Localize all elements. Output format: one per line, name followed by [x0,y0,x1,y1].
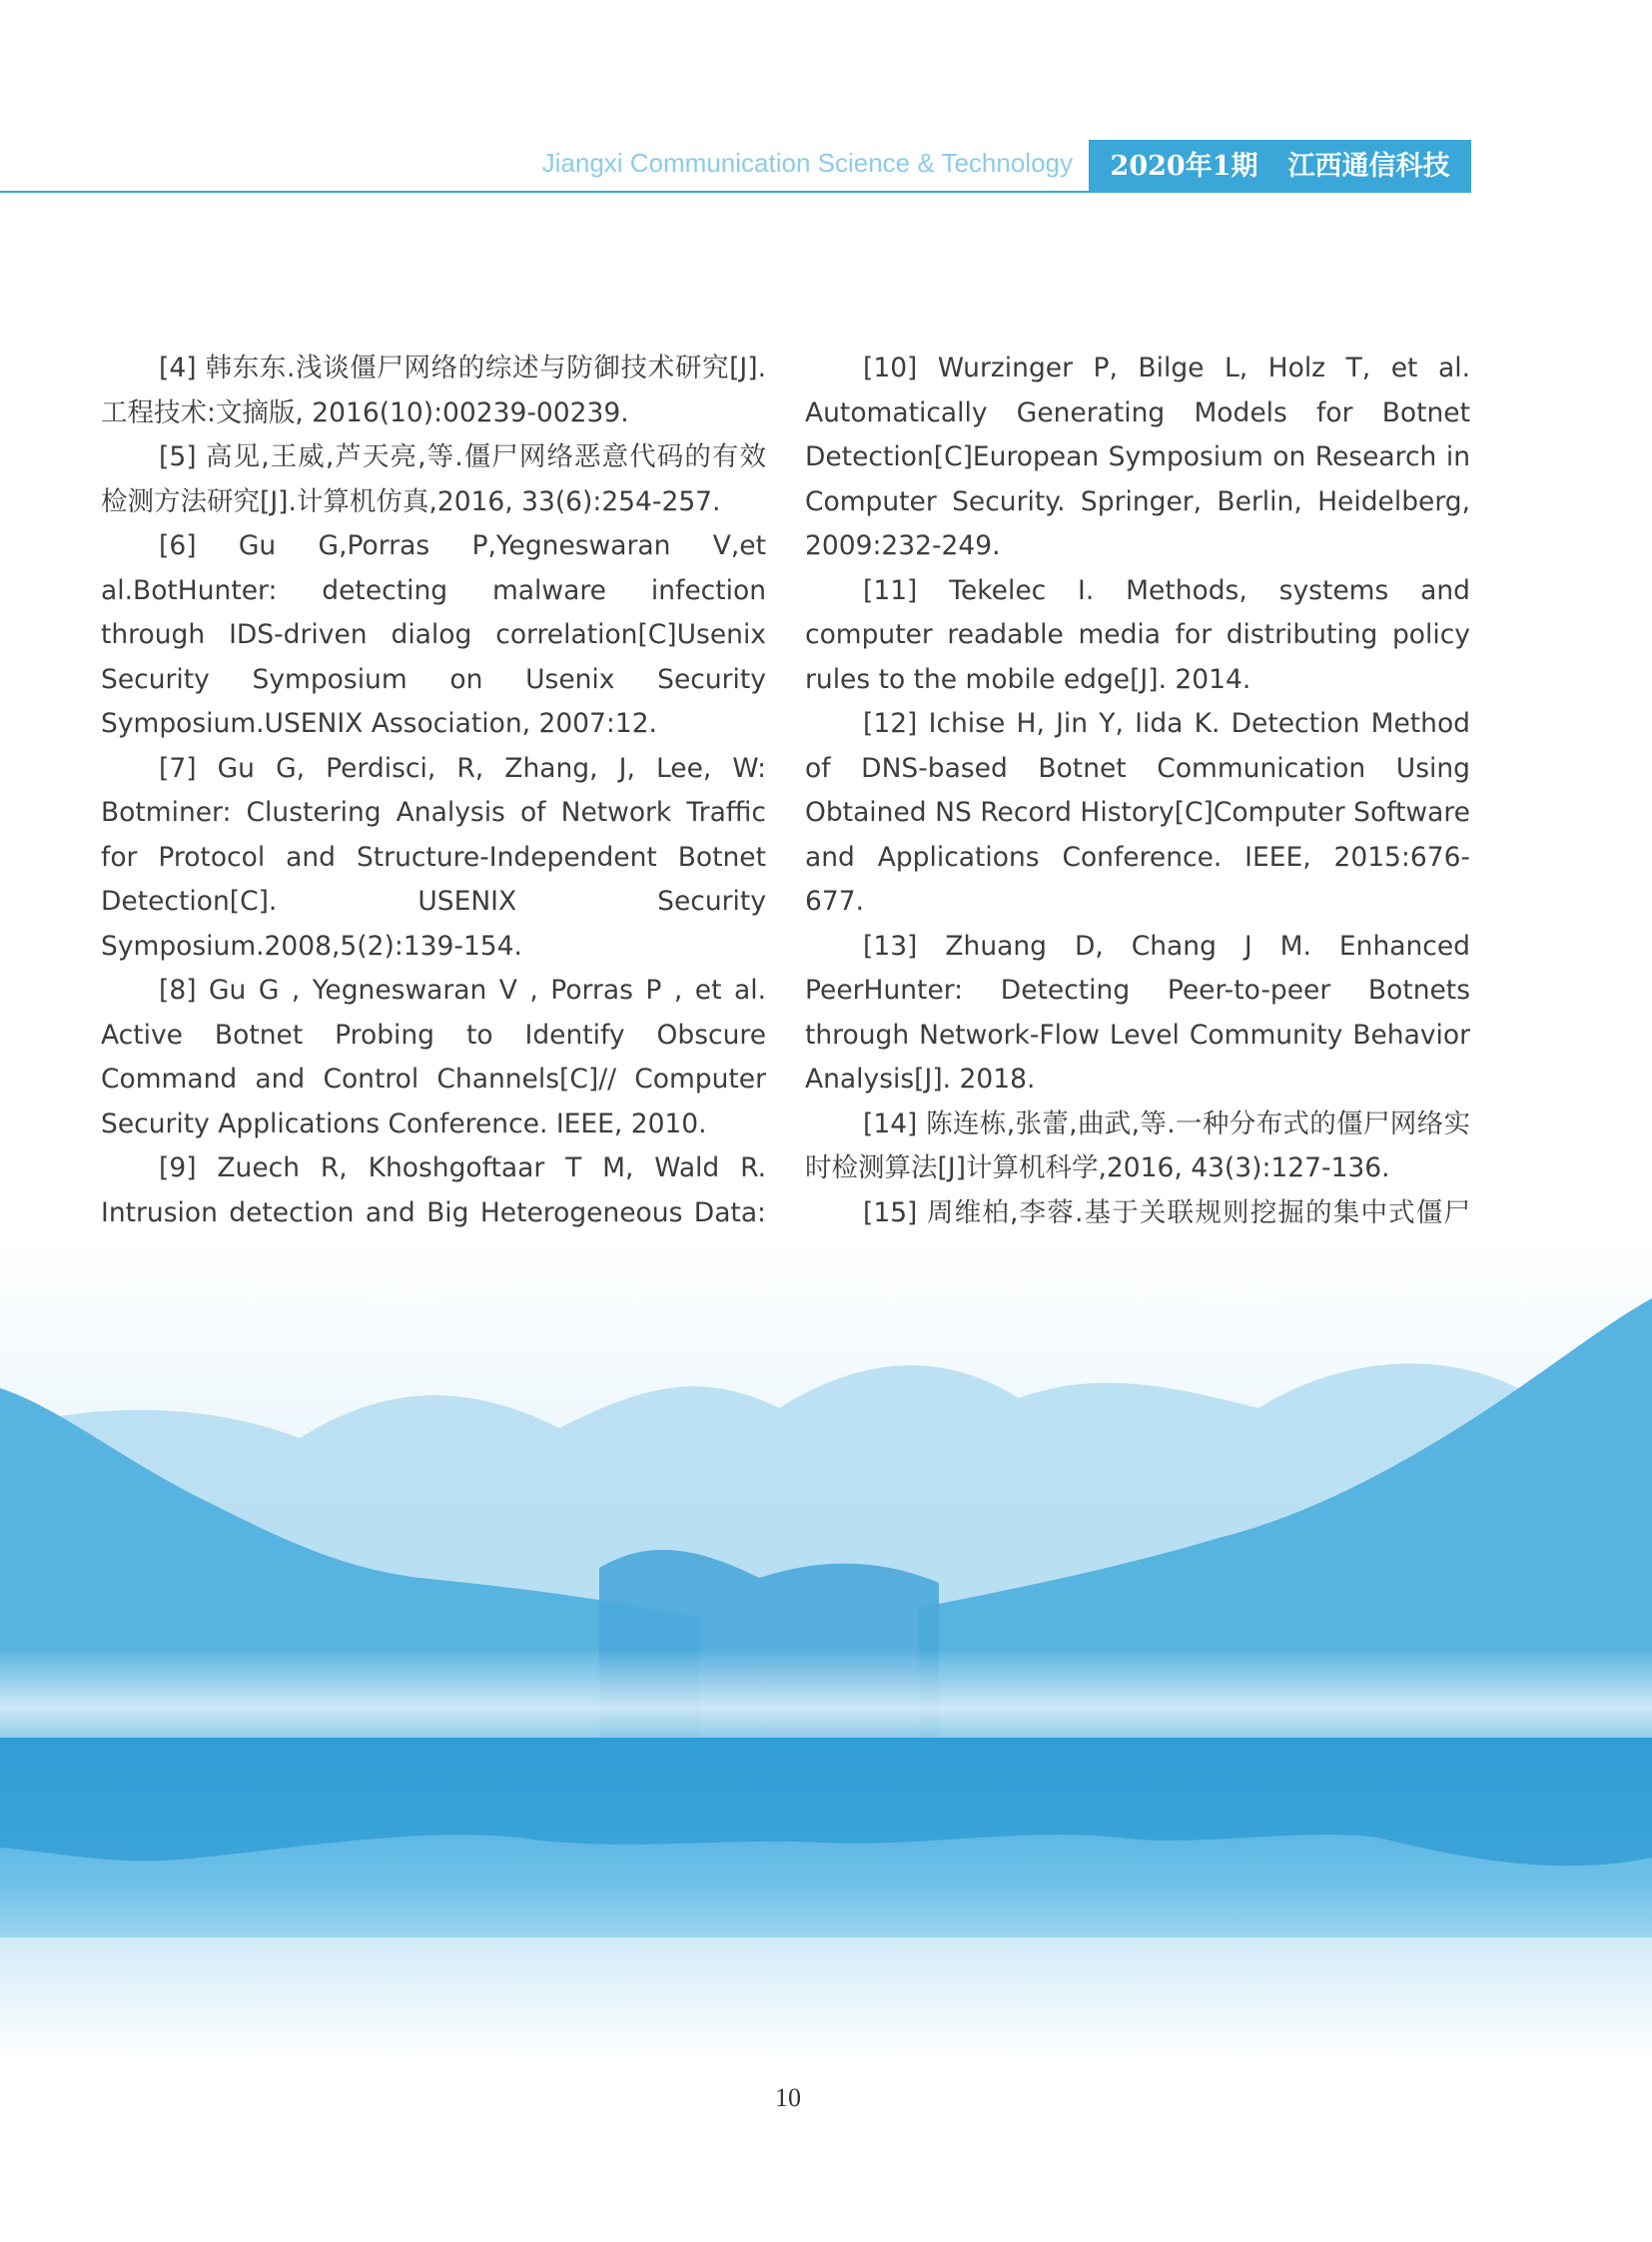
landscape-illustration [0,1238,1652,2062]
reference-item: [15] 周维柏,李蓉.基于关联规则挖掘的集中式僵尸 [863,1196,1470,1228]
reference-item: [8] Gu G , Yegneswaran V , Porras P , et al. Active Botnet Probing to Identify Obscure Command and Control Channels[C]// Computer Security Applications Conference. IEEE, 2010. [101,975,766,1139]
reference-item: [13] Zhuang D, Chang J M. Enhanced PeerHunter: Detecting Peer-to-peer Botnets through Network-Flow Level Community Behavior Analysis[J]. 2018. [805,930,1470,1095]
journal-title-chinese: 江西通信科技 [1287,151,1450,182]
reference-item: [7] Gu G, Perdisci, R, Zhang, J, Lee, W: Botminer: Clustering Analysis of Network Traffic for Protocol and Structure-Independent Botnet Detection[C]. USENIX Security Symposium.2008,5(2):139-154. [101,752,766,962]
references-left-column [101,347,766,1280]
reference-item: [5] 高见,王威,芦天亮,等.僵尸网络恶意代码的有效检测方法研究[J].计算机仿真,2016, 33(6):254-257. [101,441,766,517]
reference-item: [14] 陈连栋,张蕾,曲武,等.一种分布式的僵尸网络实时检测算法[J]计算机科学,2016, 43(3):127-136. [805,1108,1470,1183]
reference-item: [9] Zuech R, Khoshgoftaar T M, Wald R. Intrusion detection and Big Heterogeneous Data: [101,1152,766,1228]
reference-item: [4] 韩东东.浅谈僵尸网络的综述与防御技术研究[J].工程技术:文摘版, 2016(10):00239-00239. [101,353,766,428]
references-right-column [805,347,1470,1280]
reference-item: [11] Tekelec I. Methods, systems and computer readable media for distributing policy rules to the mobile edge[J]. 2014. [805,574,1470,695]
reference-item: [12] Ichise H, Jin Y, Iida K. Detection Method of DNS-based Botnet Communication Using Obtained NS Record History[C]Computer Software and Applications Conference. IEEE, 2015:676-677. [805,708,1470,917]
issue-label: 2020年1期 [1110,151,1258,182]
page-number: 10 [775,2083,801,2112]
reference-item: [10] Wurzinger P, Bilge L, Holz T, et al. Automatically Generating Models for Botnet Detection[C]European Symposium on Research in Computer Security. Springer, Berlin, Heidelberg, 2009:232-249. [805,353,1470,561]
journal-title-english: Jiangxi Communication Science & Technology [541,148,1073,178]
reference-item: [6] Gu G,Porras P,Yegneswaran V,et al.BotHunter: detecting malware infection through IDS-driven dialog correlation[C]Usenix Security Symposium on Usenix Security Symposium.USENIX Association, 2007:12. [101,530,766,739]
lake-fade [0,1937,1652,2062]
issue-banner [1089,140,1471,193]
